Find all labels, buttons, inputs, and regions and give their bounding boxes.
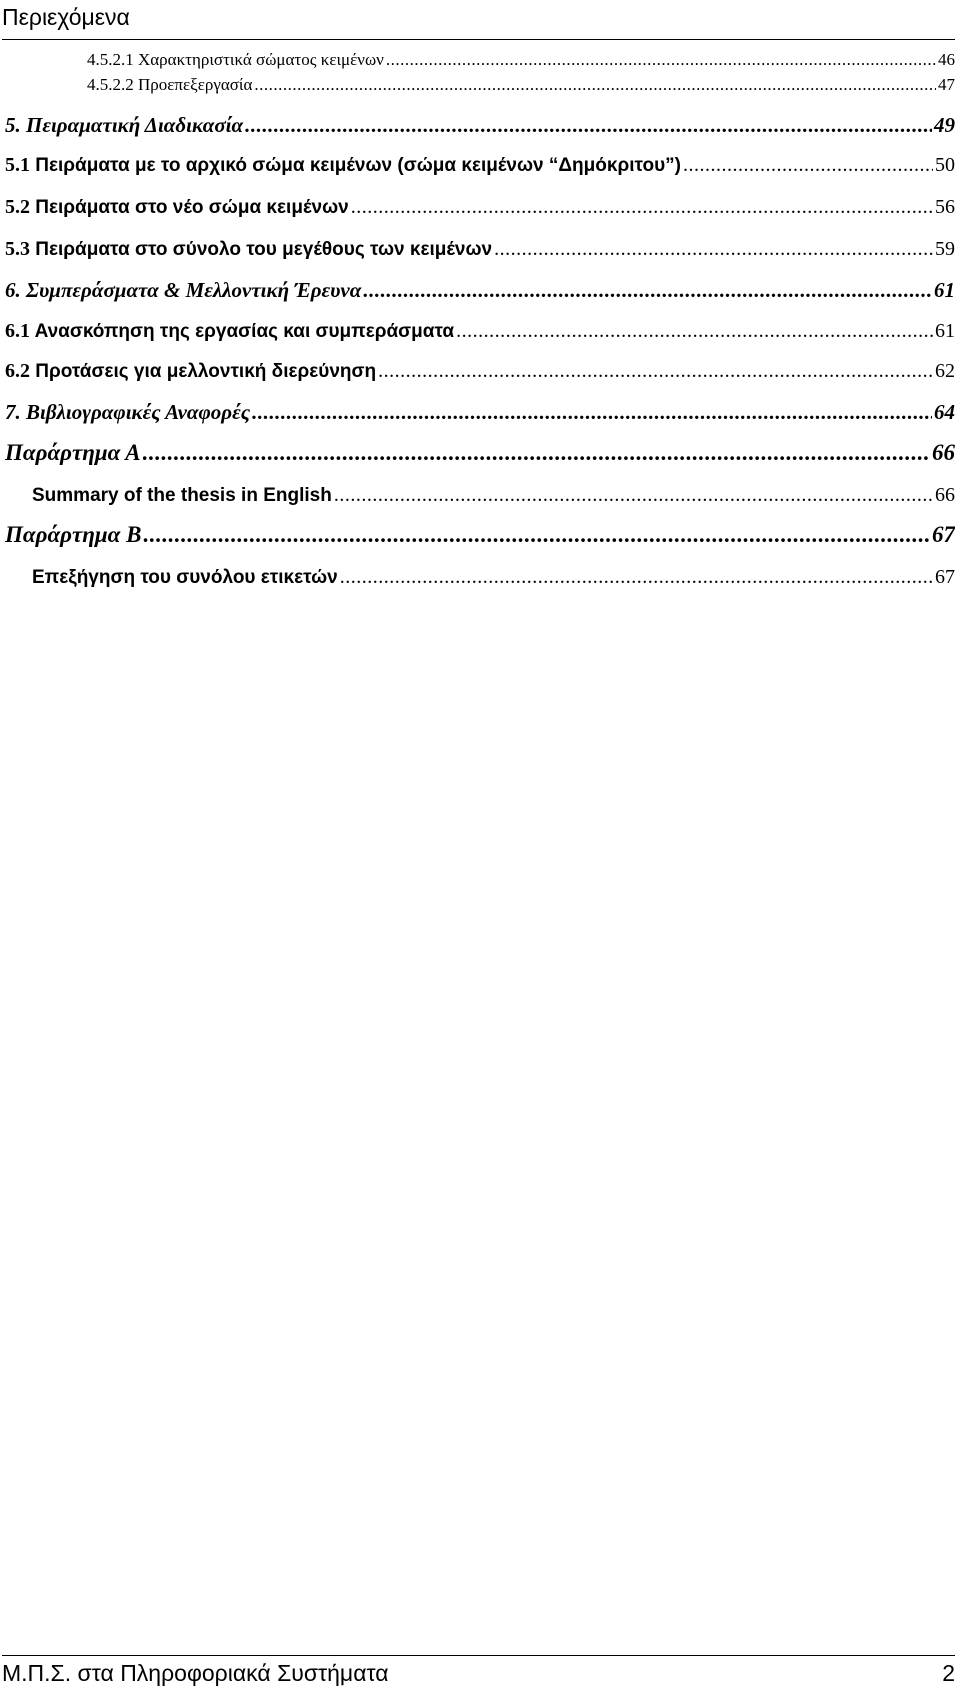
toc-entry-summary-english[interactable] xyxy=(32,484,955,507)
toc-dot-leader xyxy=(334,484,933,507)
toc-page-number: 61 xyxy=(935,320,955,342)
toc-dot-leader xyxy=(245,113,932,138)
toc-dot-leader xyxy=(254,75,936,95)
toc-entry-text xyxy=(5,360,376,383)
toc-page-number: 64 xyxy=(934,400,955,424)
page-title: Περιεχόμενα xyxy=(2,4,130,30)
toc-dot-leader xyxy=(378,360,933,383)
toc-page-number: 66 xyxy=(935,484,955,506)
toc-page-number: 61 xyxy=(934,278,955,302)
toc-entry-text: 7. Βιβλιογραφικές Αναφορές xyxy=(5,400,251,424)
toc-dot-leader xyxy=(386,50,936,70)
toc-entry-number: 6.2 xyxy=(5,360,30,382)
toc-page-number: 50 xyxy=(935,154,955,176)
toc-page-number: 46 xyxy=(938,50,955,69)
toc-page-number: 66 xyxy=(932,440,955,465)
toc-entry-text xyxy=(5,320,454,343)
toc-dot-leader xyxy=(456,320,933,343)
toc-entry-tagset-explanation[interactable] xyxy=(32,566,955,589)
toc-entry-5-3[interactable] xyxy=(5,238,955,261)
toc-entry-title: Προτάσεις για μελλοντική διερεύνηση xyxy=(35,361,377,382)
toc-entry-number: 5.1 xyxy=(5,154,30,176)
toc-entry-title: Πειράματα με το αρχικό σώμα κειμένων (σώμα κειμένων “Δημόκριτου”) xyxy=(35,155,681,176)
toc-entry-text: Summary of the thesis in English xyxy=(32,485,332,506)
toc-dot-leader xyxy=(351,196,933,219)
toc-dot-leader xyxy=(494,238,933,261)
toc-entry-text: 4.5.2.1 Χαρακτηριστικά σώματος κειμένων xyxy=(87,50,384,69)
toc-entry-appendix-b[interactable] xyxy=(5,522,955,548)
toc-page-number: 59 xyxy=(935,238,955,260)
toc-page-number: 49 xyxy=(934,113,955,137)
footer-page-number: 2 xyxy=(942,1660,955,1686)
toc-entry-title: Ανασκόπηση της εργασίας και συμπεράσματα xyxy=(34,321,455,342)
toc-entry-5-1[interactable] xyxy=(5,154,955,177)
toc-entry-chapter-5[interactable] xyxy=(5,113,955,138)
toc-dot-leader xyxy=(252,400,932,425)
toc-page-number: 67 xyxy=(935,566,955,588)
toc-entry-title: Πειράματα στο νέο σώμα κειμένων xyxy=(35,197,349,218)
toc-entry-text xyxy=(5,238,492,261)
toc-entry-5-2[interactable] xyxy=(5,196,955,219)
toc-entry-chapter-7[interactable] xyxy=(5,400,955,425)
toc-page-number: 62 xyxy=(935,360,955,382)
page-footer xyxy=(2,1655,955,1700)
toc-page-number: 56 xyxy=(935,196,955,218)
toc-page-number: 47 xyxy=(938,75,955,94)
toc-entry-text: 5. Πειραματική Διαδικασία xyxy=(5,113,244,137)
toc-dot-leader xyxy=(143,440,930,466)
toc-entry-text xyxy=(5,154,681,177)
toc-entry-6-2[interactable] xyxy=(5,360,955,383)
toc-entry-title: Πειράματα στο σύνολο του μεγέθους των κειμένων xyxy=(35,239,493,260)
toc-entry-4-5-2-1[interactable] xyxy=(87,50,955,70)
toc-page-number: 67 xyxy=(932,522,955,547)
toc-dot-leader xyxy=(683,154,933,177)
toc-entry-text xyxy=(5,196,349,219)
toc-dot-leader xyxy=(363,278,932,303)
toc-entry-appendix-a[interactable] xyxy=(5,440,955,466)
toc-entry-number: 5.3 xyxy=(5,238,30,260)
toc-dot-leader xyxy=(143,522,930,548)
toc-entry-text: Επεξήγηση του συνόλου ετικετών xyxy=(32,567,338,588)
toc-dot-leader xyxy=(340,566,933,589)
toc-entry-number: 6.1 xyxy=(5,320,30,342)
toc-entry-text: 4.5.2.2 Προεπεξεργασία xyxy=(87,75,253,94)
toc-entry-number: 5.2 xyxy=(5,196,30,218)
toc-entry-text: 6. Συμπεράσματα & Μελλοντική Έρευνα xyxy=(5,278,362,302)
toc-entry-text: Παράρτημα Α xyxy=(5,440,141,465)
toc-entry-6-1[interactable] xyxy=(5,320,955,343)
footer-program-name: Μ.Π.Σ. στα Πληροφοριακά Συστήματα xyxy=(2,1660,389,1686)
toc-entry-chapter-6[interactable] xyxy=(5,278,955,303)
toc-entry-text: Παράρτημα Β xyxy=(5,522,142,547)
toc-entry-4-5-2-2[interactable] xyxy=(87,75,955,95)
